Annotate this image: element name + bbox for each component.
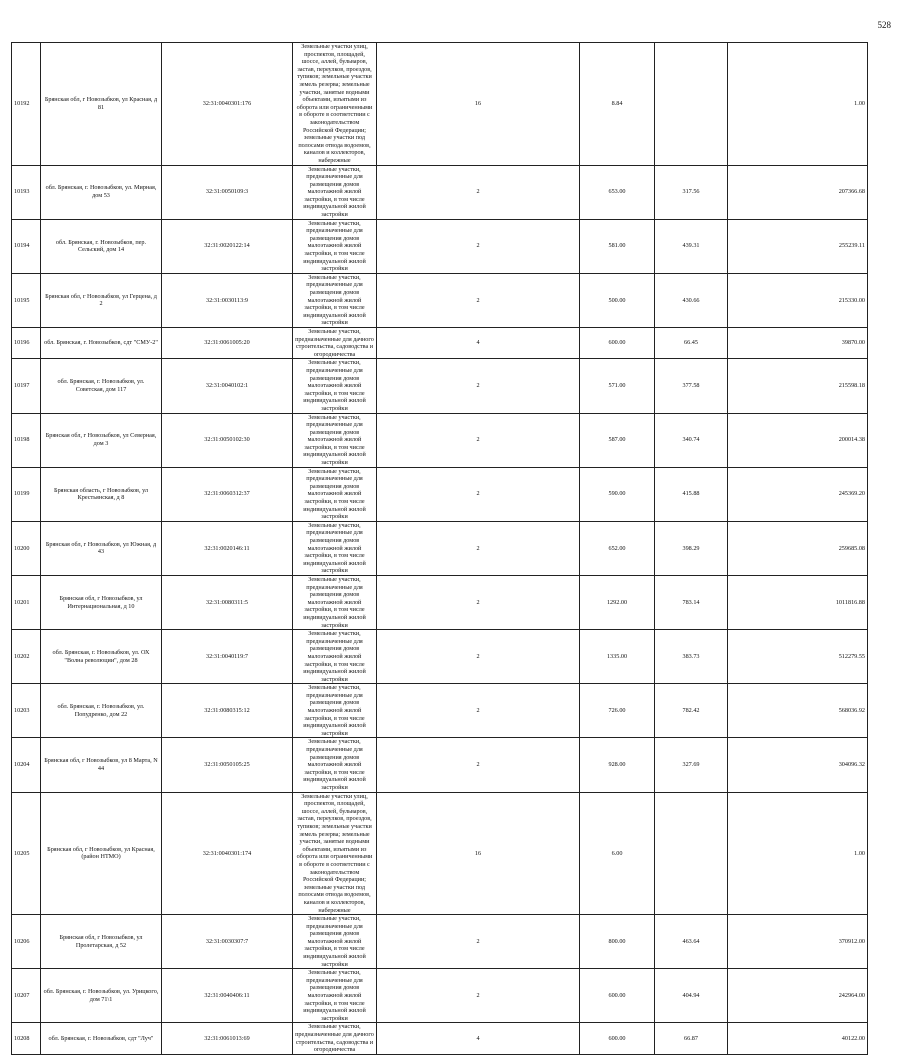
row-number: 10198 — [12, 413, 41, 467]
area-cell: 587.00 — [580, 413, 655, 467]
category-code-cell: 4 — [377, 1023, 580, 1054]
area-cell: 500.00 — [580, 273, 655, 327]
specific-value-cell: 415.88 — [655, 467, 728, 521]
address-cell: Брянская обл, г Новозыбков, ул 8 Марта, N 44 — [41, 738, 162, 792]
category-code-cell: 2 — [377, 969, 580, 1023]
cadastral-number-cell: 32:31:0020146:11 — [162, 521, 293, 575]
address-cell: обл. Брянская, г. Новозыбков, ул. Урицкого, дом 71\1 — [41, 969, 162, 1023]
category-code-cell: 2 — [377, 359, 580, 413]
cadastral-number-cell: 32:31:0030307:7 — [162, 915, 293, 969]
land-category-cell: Земельные участки, предназначенные для дачного строительства, садоводства и огородничества — [293, 327, 377, 358]
cadastral-cost-cell: 200014.38 — [728, 413, 868, 467]
row-number: 10208 — [12, 1023, 41, 1054]
cadastral-cost-cell: 39870.00 — [728, 327, 868, 358]
cadastral-number-cell: 32:31:0020122:14 — [162, 219, 293, 273]
row-number: 10200 — [12, 521, 41, 575]
row-number: 10194 — [12, 219, 41, 273]
area-cell: 6.00 — [580, 792, 655, 915]
row-number: 10201 — [12, 575, 41, 629]
table-row — [12, 521, 868, 575]
table-row — [12, 738, 868, 792]
cadastral-cost-cell: 215330.00 — [728, 273, 868, 327]
specific-value-cell: 782.42 — [655, 684, 728, 738]
area-cell: 1335.00 — [580, 630, 655, 684]
land-category-cell: Земельные участки, предназначенные для размещения домов малоэтажной жилой застройки, в том числе индивидуальной жилой застройки — [293, 969, 377, 1023]
cadastral-cost-cell: 207366.68 — [728, 165, 868, 219]
cadastral-number-cell: 32:31:0050105:25 — [162, 738, 293, 792]
row-number: 10192 — [12, 43, 41, 166]
cadastral-number-cell: 32:31:0080315:12 — [162, 684, 293, 738]
cadastral-number-cell: 32:31:0061013:69 — [162, 1023, 293, 1054]
land-category-cell: Земельные участки, предназначенные для размещения домов малоэтажной жилой застройки, в том числе индивидуальной жилой застройки — [293, 738, 377, 792]
specific-value-cell: 66.87 — [655, 1023, 728, 1054]
specific-value-cell: 783.14 — [655, 575, 728, 629]
cadastral-cost-cell: 370912.00 — [728, 915, 868, 969]
cadastral-cost-cell: 40122.00 — [728, 1023, 868, 1054]
address-cell: обл. Брянская, г. Новозыбков, ул. ОХ "Волна революции", дом 28 — [41, 630, 162, 684]
cadastral-cost-cell: 1.00 — [728, 43, 868, 166]
specific-value-cell — [655, 792, 728, 915]
address-cell: Брянская область, г Новозыбков, ул Крестьянская, д 8 — [41, 467, 162, 521]
row-number: 10205 — [12, 792, 41, 915]
specific-value-cell: 404.94 — [655, 969, 728, 1023]
cadastral-cost-cell: 304096.32 — [728, 738, 868, 792]
table-row — [12, 575, 868, 629]
cadastral-number-cell: 32:31:0030113:9 — [162, 273, 293, 327]
table-row — [12, 969, 868, 1023]
area-cell: 8.84 — [580, 43, 655, 166]
area-cell: 581.00 — [580, 219, 655, 273]
specific-value-cell: 66.45 — [655, 327, 728, 358]
cadastral-cost-cell: 259685.08 — [728, 521, 868, 575]
area-cell: 571.00 — [580, 359, 655, 413]
cadastral-cost-cell: 245369.20 — [728, 467, 868, 521]
category-code-cell: 2 — [377, 915, 580, 969]
address-cell: Брянская обл, г Новозыбков, ул Пролетарская, д 52 — [41, 915, 162, 969]
category-code-cell: 2 — [377, 630, 580, 684]
category-code-cell: 2 — [377, 738, 580, 792]
row-number: 10204 — [12, 738, 41, 792]
land-category-cell: Земельные участки, предназначенные для размещения домов малоэтажной жилой застройки, в том числе индивидуальной жилой застройки — [293, 915, 377, 969]
category-code-cell: 2 — [377, 684, 580, 738]
land-category-cell: Земельные участки, предназначенные для размещения домов малоэтажной жилой застройки, в том числе индивидуальной жилой застройки — [293, 575, 377, 629]
cadastral-cost-cell: 1011816.88 — [728, 575, 868, 629]
land-category-cell: Земельные участки, предназначенные для размещения домов малоэтажной жилой застройки, в том числе индивидуальной жилой застройки — [293, 359, 377, 413]
address-cell: Брянская обл, г Новозыбков, ул Южная, д 43 — [41, 521, 162, 575]
area-cell: 726.00 — [580, 684, 655, 738]
land-category-cell: Земельные участки, предназначенные для размещения домов малоэтажной жилой застройки, в том числе индивидуальной жилой застройки — [293, 413, 377, 467]
cadastral-number-cell: 32:31:0061005:20 — [162, 327, 293, 358]
table-row — [12, 327, 868, 358]
cadastral-number-cell: 32:31:0050109:3 — [162, 165, 293, 219]
address-cell: обл. Брянская, г. Новозыбков, сдт "Луч" — [41, 1023, 162, 1054]
address-cell: Брянская обл, г Новозыбков, ул Красная, д 81 — [41, 43, 162, 166]
address-cell: обл. Брянская, г. Новозыбков, ул. Мирная, дом 53 — [41, 165, 162, 219]
address-cell: Брянская обл, г Новозыбков, ул Интернациональная, д 10 — [41, 575, 162, 629]
table-row — [12, 915, 868, 969]
table-row — [12, 467, 868, 521]
area-cell: 600.00 — [580, 969, 655, 1023]
address-cell: Брянская обл, г Новозыбков, ул Красная, (район НТМО) — [41, 792, 162, 915]
area-cell: 928.00 — [580, 738, 655, 792]
row-number: 10203 — [12, 684, 41, 738]
table-row — [12, 1023, 868, 1054]
page-number: 528 — [877, 20, 891, 30]
category-code-cell: 2 — [377, 521, 580, 575]
cadastral-value-table — [11, 42, 868, 1055]
cadastral-cost-cell: 255239.11 — [728, 219, 868, 273]
category-code-cell: 2 — [377, 575, 580, 629]
table-row — [12, 219, 868, 273]
table-row — [12, 630, 868, 684]
cadastral-cost-cell: 1.00 — [728, 792, 868, 915]
row-number: 10193 — [12, 165, 41, 219]
row-number: 10199 — [12, 467, 41, 521]
land-category-cell: Земельные участки улиц, проспектов, площадей, шоссе, аллей, бульваров, застав, переулков, проездов, тупиков; земельные участки земель резерва; земельные участки, занятые водными объектами, изъятыми из оборота или ограниченными в обороте в соответствии с законодательством Российской Федерации; земельные участки под полосами отвода водоемов, каналов и коллекторов, набережные — [293, 43, 377, 166]
table-row — [12, 413, 868, 467]
specific-value-cell: 317.56 — [655, 165, 728, 219]
area-cell: 653.00 — [580, 165, 655, 219]
cadastral-number-cell: 32:31:0040301:174 — [162, 792, 293, 915]
category-code-cell: 2 — [377, 467, 580, 521]
land-category-cell: Земельные участки, предназначенные для размещения домов малоэтажной жилой застройки, в том числе индивидуальной жилой застройки — [293, 467, 377, 521]
table-row — [12, 359, 868, 413]
cadastral-cost-cell: 215598.18 — [728, 359, 868, 413]
cadastral-cost-cell: 242964.00 — [728, 969, 868, 1023]
land-category-cell: Земельные участки, предназначенные для размещения домов малоэтажной жилой застройки, в том числе индивидуальной жилой застройки — [293, 219, 377, 273]
specific-value-cell: 383.73 — [655, 630, 728, 684]
table-row — [12, 273, 868, 327]
specific-value-cell: 398.29 — [655, 521, 728, 575]
cadastral-number-cell: 32:31:0060312:37 — [162, 467, 293, 521]
specific-value-cell: 430.66 — [655, 273, 728, 327]
area-cell: 800.00 — [580, 915, 655, 969]
cadastral-number-cell: 32:31:0040102:1 — [162, 359, 293, 413]
cadastral-cost-cell: 568036.92 — [728, 684, 868, 738]
specific-value-cell — [655, 43, 728, 166]
address-cell: обл. Брянская, г. Новозыбков, ул. Советская, дом 117 — [41, 359, 162, 413]
row-number: 10206 — [12, 915, 41, 969]
category-code-cell: 2 — [377, 413, 580, 467]
cadastral-number-cell: 32:31:0050102:30 — [162, 413, 293, 467]
row-number: 10207 — [12, 969, 41, 1023]
cadastral-number-cell: 32:31:0040406:11 — [162, 969, 293, 1023]
category-code-cell: 2 — [377, 165, 580, 219]
specific-value-cell: 463.64 — [655, 915, 728, 969]
area-cell: 652.00 — [580, 521, 655, 575]
address-cell: обл. Брянская, г. Новозыбков, ул. Попудренко, дом 22 — [41, 684, 162, 738]
area-cell: 600.00 — [580, 1023, 655, 1054]
row-number: 10202 — [12, 630, 41, 684]
specific-value-cell: 439.31 — [655, 219, 728, 273]
cadastral-cost-cell: 512279.55 — [728, 630, 868, 684]
table-row — [12, 792, 868, 915]
cadastral-number-cell: 32:31:0040301:176 — [162, 43, 293, 166]
specific-value-cell: 377.58 — [655, 359, 728, 413]
specific-value-cell: 340.74 — [655, 413, 728, 467]
land-category-cell: Земельные участки улиц, проспектов, площадей, шоссе, аллей, бульваров, застав, переулков, проездов, тупиков; земельные участки земель резерва; земельные участки, занятые водными объектами, изъятыми из оборота или ограниченными в обороте в соответствии с законодательством Российской Федерации; земельные участки под полосами отвода водоемов, каналов и коллекторов, набережные — [293, 792, 377, 915]
land-category-cell: Земельные участки, предназначенные для размещения домов малоэтажной жилой застройки, в том числе индивидуальной жилой застройки — [293, 165, 377, 219]
table-row — [12, 165, 868, 219]
land-category-cell: Земельные участки, предназначенные для размещения домов малоэтажной жилой застройки, в том числе индивидуальной жилой застройки — [293, 684, 377, 738]
category-code-cell: 2 — [377, 273, 580, 327]
cadastral-number-cell: 32:31:0080311:5 — [162, 575, 293, 629]
land-category-cell: Земельные участки, предназначенные для размещения домов малоэтажной жилой застройки, в том числе индивидуальной жилой застройки — [293, 521, 377, 575]
category-code-cell: 16 — [377, 43, 580, 166]
category-code-cell: 16 — [377, 792, 580, 915]
specific-value-cell: 327.69 — [655, 738, 728, 792]
category-code-cell: 2 — [377, 219, 580, 273]
address-cell: обл. Брянская, г. Новозыбков, сдт "СМУ-2" — [41, 327, 162, 358]
area-cell: 590.00 — [580, 467, 655, 521]
row-number: 10195 — [12, 273, 41, 327]
land-category-cell: Земельные участки, предназначенные для размещения домов малоэтажной жилой застройки, в том числе индивидуальной жилой застройки — [293, 273, 377, 327]
table-row — [12, 43, 868, 166]
land-category-cell: Земельные участки, предназначенные для размещения домов малоэтажной жилой застройки, в том числе индивидуальной жилой застройки — [293, 630, 377, 684]
table-row — [12, 684, 868, 738]
category-code-cell: 4 — [377, 327, 580, 358]
row-number: 10197 — [12, 359, 41, 413]
land-category-cell: Земельные участки, предназначенные для дачного строительства, садоводства и огородничества — [293, 1023, 377, 1054]
table-body — [12, 43, 868, 1055]
area-cell: 600.00 — [580, 327, 655, 358]
cadastral-number-cell: 32:31:0040119:7 — [162, 630, 293, 684]
address-cell: Брянская обл, г Новозыбков, ул Северная, дом 3 — [41, 413, 162, 467]
address-cell: обл. Брянская, г. Новозыбков, пер. Сельский, дом 14 — [41, 219, 162, 273]
area-cell: 1292.00 — [580, 575, 655, 629]
address-cell: Брянская обл, г Новозыбков, ул Герцена, д 2 — [41, 273, 162, 327]
row-number: 10196 — [12, 327, 41, 358]
